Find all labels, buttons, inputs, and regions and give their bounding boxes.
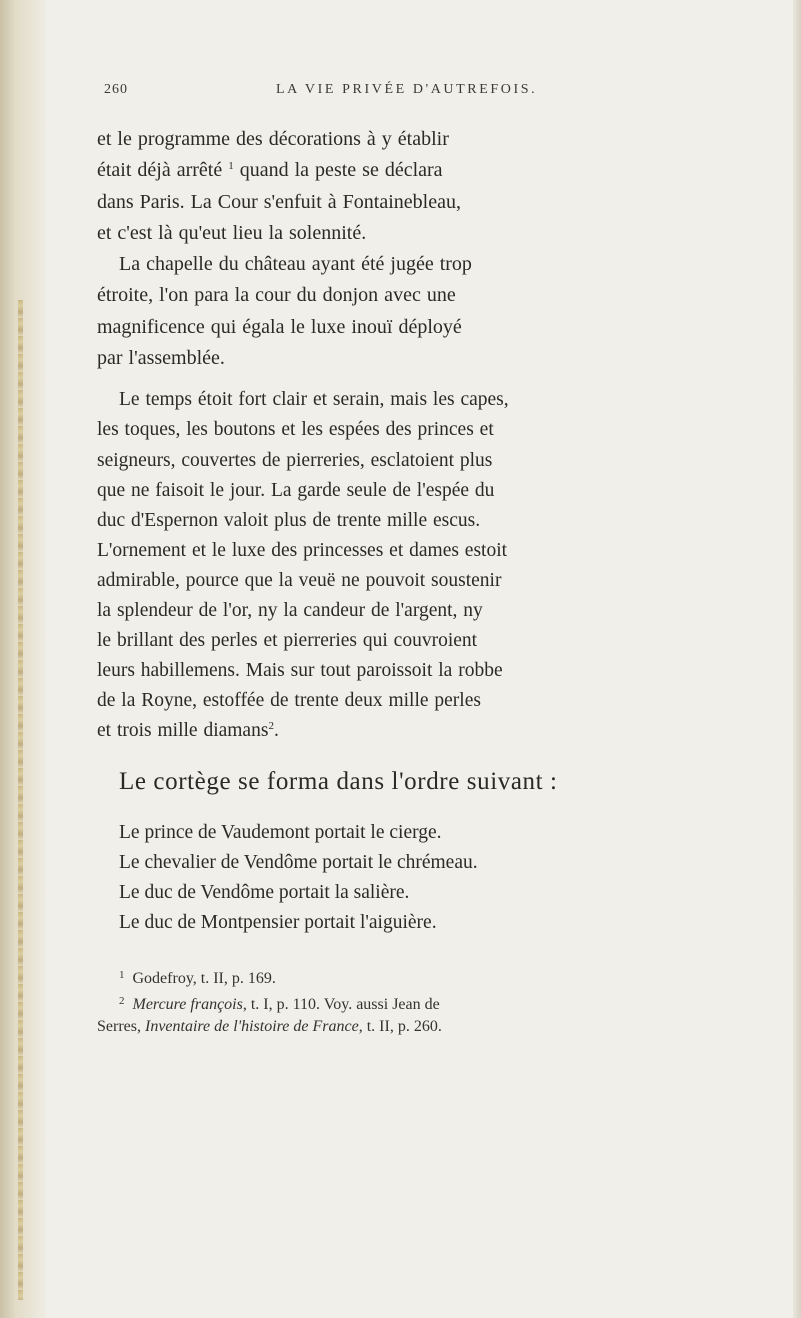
text-line: L'ornement et le luxe des princesses et dames estoit	[97, 539, 508, 561]
footnote-text: , t. II, p. 260.	[358, 1017, 442, 1035]
paragraph-1	[97, 124, 733, 249]
book-page	[97, 82, 733, 1038]
running-title: LA VIE PRIVÉE D'AUTREFOIS.	[276, 82, 538, 97]
text-line: Le temps étoit fort clair et serain, mais les capes,	[119, 389, 509, 411]
text-line: le brillant des perles et pierreries qui couvroient	[97, 630, 478, 652]
footnote-title: Inventaire de l'histoire de France	[144, 1017, 359, 1035]
list-item: Le chevalier de Vendôme portait le chrémeau.	[119, 851, 478, 873]
text-line	[97, 155, 733, 186]
list-item: Le prince de Vaudemont portait le cierge.	[119, 821, 442, 843]
text-span: et trois mille diamans	[97, 720, 269, 742]
text-line: la splendeur de l'or, ny la candeur de l'argent, ny	[97, 600, 483, 622]
paragraph-2	[97, 249, 733, 374]
binding-gutter	[0, 0, 46, 1318]
text-line: et le programme des décorations à y établir	[97, 128, 449, 150]
running-head	[97, 82, 733, 108]
footnote-text: , t. I, p. 110. Voy. aussi Jean de	[242, 995, 440, 1013]
footnote-text: Godefroy, t. II, p. 169.	[132, 969, 276, 987]
text-line: duc d'Espernon valoit plus de trente mille escus.	[97, 509, 481, 531]
text-line: et trois mille diamans$^2$.	[97, 720, 279, 742]
page-edge	[793, 0, 801, 1318]
text-line: leurs habillemens. Mais sur tout paroissoit la robbe	[97, 660, 503, 682]
footnote-text: Serres,	[97, 1017, 145, 1035]
text-span: était déjà arrêté	[97, 159, 223, 182]
footnote-mark: 1	[119, 968, 125, 981]
quotation-paragraph	[97, 385, 733, 746]
list-item: Le duc de Montpensier portait l'aiguière.	[119, 911, 437, 933]
list-item: Le duc de Vendôme portait la salière.	[119, 881, 410, 903]
footnote-title: Mercure françois	[132, 995, 243, 1013]
text-line: par l'assemblée.	[97, 347, 225, 370]
text-span: quand la peste se déclara	[239, 159, 443, 182]
footnote-1	[97, 964, 733, 990]
text-line: seigneurs, couvertes de pierreries, esclatoient plus	[97, 449, 493, 471]
footnote-ref[interactable]: 2	[268, 720, 274, 733]
footnotes	[97, 964, 733, 1038]
section-heading: Le cortège se forma dans l'ordre suivant :	[119, 767, 558, 795]
text-line: que ne faisoit le jour. La garde seule de l'espée du	[97, 479, 495, 501]
text-line: et c'est là qu'eut lieu la solennité.	[97, 221, 367, 244]
footnote-2-cont	[97, 1016, 733, 1038]
text-line: étroite, l'on para la cour du donjon avec une	[97, 284, 456, 307]
page-body	[97, 124, 733, 1038]
footnote-ref[interactable]: 1	[228, 160, 234, 173]
footnote-2	[97, 990, 733, 1016]
procession-list	[97, 818, 733, 938]
text-line: magnificence qui égala le luxe inouï déployé	[97, 315, 462, 338]
text-line: les toques, les boutons et les espées des princes et	[97, 419, 494, 441]
text-line: La chapelle du château ayant été jugée trop	[119, 253, 472, 276]
footnote-mark: 2	[119, 994, 125, 1007]
page-number: 260	[104, 82, 128, 97]
text-line: admirable, pource que la veuë ne pouvoit soustenir	[97, 569, 502, 591]
text-line: de la Royne, estoffée de trente deux mille perles	[97, 690, 481, 712]
text-line: dans Paris. La Cour s'enfuit à Fontainebleau,	[97, 190, 461, 213]
